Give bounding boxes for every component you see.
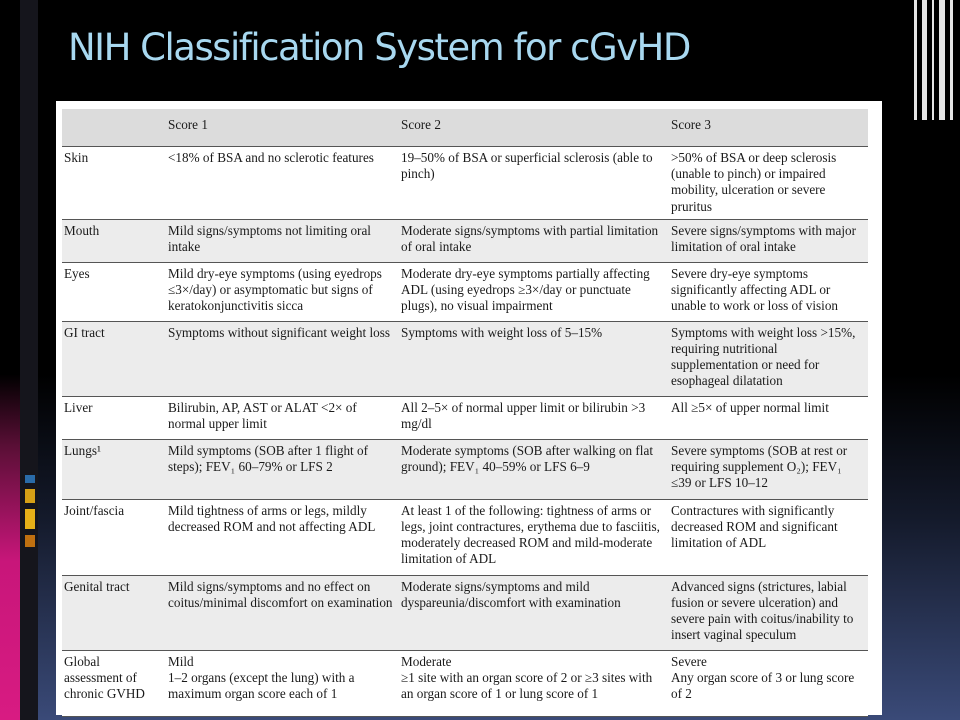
score-2-cell: Symptoms with weight loss of 5–15% <box>397 321 667 396</box>
header-score-1: Score 1 <box>164 109 397 147</box>
dark-stripe <box>20 0 38 720</box>
corner-decorative-lines <box>910 0 960 130</box>
score-3-cell: Advanced signs (strictures, labial fusion or severe ulceration) and severe pain with coitus/inability to insert vaginal speculum <box>667 575 868 650</box>
score-3-cell: Symptoms with weight loss >15%, requiring nutritional supplementation or need for esophageal dilatation <box>667 321 868 396</box>
corner-line <box>914 0 917 120</box>
score-3-cell: Severe dry-eye symptoms significantly affecting ADL or unable to work or loss of vision <box>667 262 868 321</box>
slide-title: NIH Classification System for cGvHD <box>68 26 690 69</box>
table-row <box>62 499 868 575</box>
organ-cell: Liver <box>62 396 164 439</box>
score-2-cell: Moderate signs/symptoms and mild dyspareunia/discomfort with examination <box>397 575 667 650</box>
score-1-cell: Mild tightness of arms or legs, mildly decreased ROM and not affecting ADL <box>164 499 397 575</box>
table-header-row <box>62 109 868 147</box>
score-1-cell: Mild 1–2 organs (except the lung) with a maximum organ score each of 1 <box>164 650 397 716</box>
table-row <box>62 262 868 321</box>
corner-line <box>950 0 953 120</box>
accent-block-gold <box>25 489 35 503</box>
accent-blocks <box>25 475 35 553</box>
score-3-cell: Contractures with significantly decreased ROM and significant limitation of ADL <box>667 499 868 575</box>
score-1-cell: Bilirubin, AP, AST or ALAT <2× of normal upper limit <box>164 396 397 439</box>
corner-line <box>939 0 945 120</box>
score-1-cell: Mild signs/symptoms not limiting oral intake <box>164 219 397 262</box>
table-row <box>62 396 868 439</box>
organ-cell: Mouth <box>62 219 164 262</box>
table-row <box>62 219 868 262</box>
accent-block-blue <box>25 475 35 483</box>
pink-stripe <box>0 0 20 720</box>
score-1-cell: <18% of BSA and no sclerotic features <box>164 147 397 220</box>
score-1-cell: Mild dry-eye symptoms (using eyedrops ≤3×/day) or asymptomatic but signs of keratokonjunctivitis sicca <box>164 262 397 321</box>
header-score-2: Score 2 <box>397 109 667 147</box>
score-3-cell: Severe symptoms (SOB at rest or requiring supplement O₂); FEV₁ ≤39 or LFS 10–12 <box>667 439 868 499</box>
score-1-cell: Symptoms without significant weight loss <box>164 321 397 396</box>
score-2-cell: Moderate dry-eye symptoms partially affecting ADL (using eyedrops ≥3×/day or punctuate plugs), no visual impairment <box>397 262 667 321</box>
organ-cell: Eyes <box>62 262 164 321</box>
score-2-cell: Moderate symptoms (SOB after walking on flat ground); FEV₁ 40–59% or LFS 6–9 <box>397 439 667 499</box>
header-score-3: Score 3 <box>667 109 868 147</box>
organ-cell: Global assessment of chronic GVHD <box>62 650 164 716</box>
score-3-cell: Severe Any organ score of 3 or lung score of 2 <box>667 650 868 716</box>
left-decorative-stripe <box>0 0 38 720</box>
score-2-cell: All 2–5× of normal upper limit or bilirubin >3 mg/dl <box>397 396 667 439</box>
score-2-cell: Moderate ≥1 site with an organ score of 2 or ≥3 sites with an organ score of 1 or lung score of 1 <box>397 650 667 716</box>
score-3-cell: All ≥5× of upper normal limit <box>667 396 868 439</box>
organ-cell: Joint/fascia <box>62 499 164 575</box>
table-row <box>62 147 868 220</box>
score-2-cell: At least 1 of the following: tightness of arms or legs, joint contractures, erythema due to fasciitis, moderately decreased ROM and mild-moderate limitation of ADL <box>397 499 667 575</box>
table-row <box>62 439 868 499</box>
corner-line <box>922 0 927 120</box>
header-organ <box>62 109 164 147</box>
score-3-cell: >50% of BSA or deep sclerosis (unable to pinch) or impaired mobility, ulceration or severe pruritus <box>667 147 868 220</box>
table-row <box>62 575 868 650</box>
score-2-cell: Moderate signs/symptoms with partial limitation of oral intake <box>397 219 667 262</box>
accent-block-orange <box>25 535 35 547</box>
corner-line <box>932 0 934 120</box>
organ-cell: Lungs¹ <box>62 439 164 499</box>
organ-cell: Genital tract <box>62 575 164 650</box>
accent-block-gold <box>25 509 35 529</box>
score-2-cell: 19–50% of BSA or superficial sclerosis (able to pinch) <box>397 147 667 220</box>
score-1-cell: Mild signs/symptoms and no effect on coitus/minimal discomfort on examination <box>164 575 397 650</box>
table-row <box>62 650 868 716</box>
table-row <box>62 321 868 396</box>
organ-cell: GI tract <box>62 321 164 396</box>
table-image <box>56 101 882 715</box>
classification-table <box>62 109 868 717</box>
score-3-cell: Severe signs/symptoms with major limitation of oral intake <box>667 219 868 262</box>
organ-cell: Skin <box>62 147 164 220</box>
score-1-cell: Mild symptoms (SOB after 1 flight of steps); FEV₁ 60–79% or LFS 2 <box>164 439 397 499</box>
